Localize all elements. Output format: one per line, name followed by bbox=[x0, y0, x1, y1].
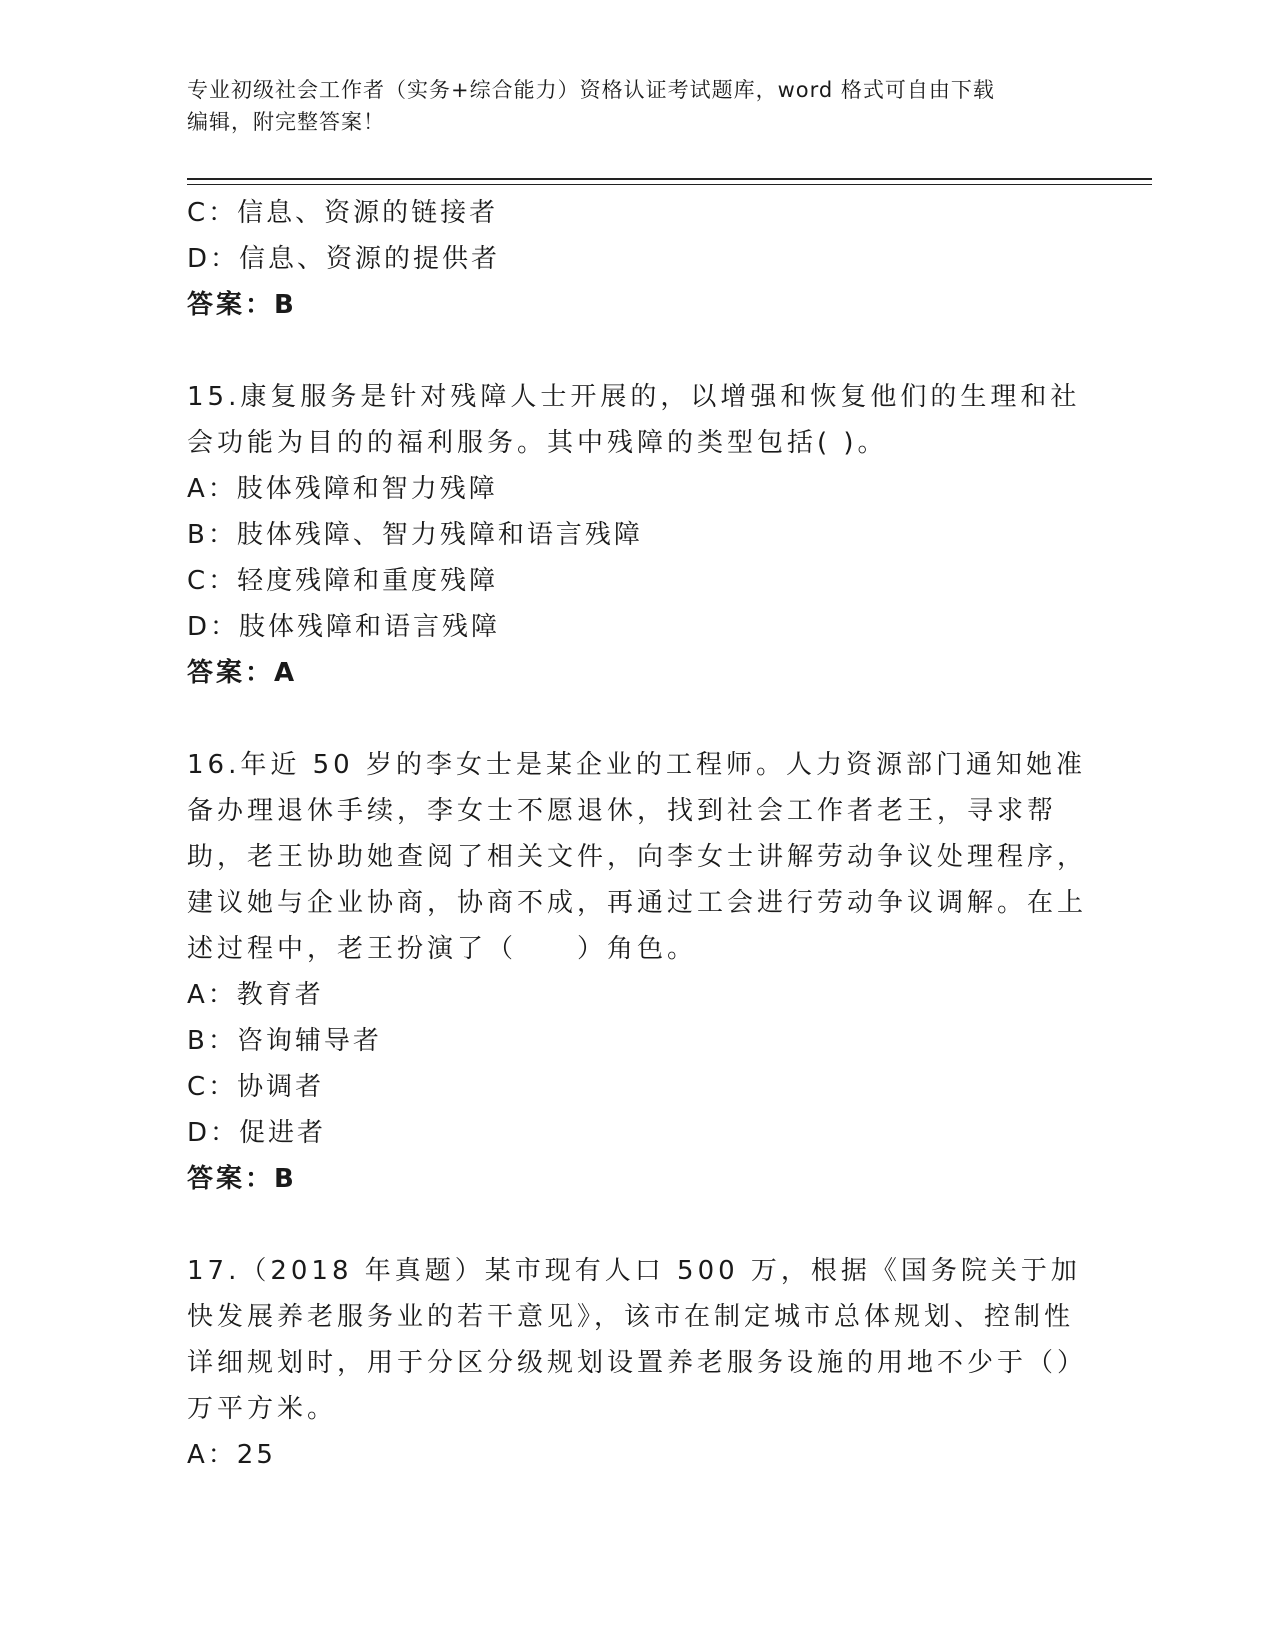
option-c: C：信息、资源的链接者 bbox=[187, 198, 499, 228]
question-stem: 15.康复服务是针对残障人士开展的，以增强和恢复他们的生理和社会功能为目的的福利服务。其中残障的类型包括( )。 bbox=[187, 382, 1081, 458]
option-b: B：肢体残障、智力残障和语言残障 bbox=[187, 520, 643, 550]
header-divider-thin bbox=[187, 184, 1152, 185]
header-line-2: 编辑，附完整答案！ bbox=[187, 110, 385, 134]
answer: 答案：B bbox=[187, 1164, 297, 1194]
header-divider bbox=[187, 178, 1152, 180]
option-c: C：轻度残障和重度残障 bbox=[187, 566, 499, 596]
option-a: A：肢体残障和智力残障 bbox=[187, 474, 498, 504]
question-16 bbox=[187, 742, 1087, 1202]
answer: 答案：A bbox=[187, 658, 298, 688]
question-stem: 16.年近 50 岁的李女士是某企业的工程师。人力资源部门通知她准备办理退休手续，李女士不愿退休，找到社会工作者老王，寻求帮助，老王协助她查阅了相关文件，向李女士讲解劳动争议处理程序，建议她与企业协商，协商不成，再通过工会进行劳动争议调解。在上述过程中，老王扮演了（ ）角色。 bbox=[187, 750, 1088, 964]
question-17 bbox=[187, 1248, 1087, 1478]
option-a: A：25 bbox=[187, 1440, 276, 1470]
option-b: B：咨询辅导者 bbox=[187, 1026, 382, 1056]
question-14-tail bbox=[187, 190, 1087, 328]
option-d: D：信息、资源的提供者 bbox=[187, 244, 501, 274]
document-body bbox=[187, 190, 1087, 1478]
question-15 bbox=[187, 374, 1087, 696]
question-stem: 17.（2018 年真题）某市现有人口 500 万，根据《国务院关于加快发展养老服务业的若干意见》，该市在制定城市总体规划、控制性详细规划时，用于分区分级规划设置养老服务设施的用地不少于（）万平方米。 bbox=[187, 1256, 1088, 1424]
option-a: A：教育者 bbox=[187, 980, 324, 1010]
option-d: D：促进者 bbox=[187, 1118, 327, 1148]
header-line-1: 专业初级社会工作者（实务+综合能力）资格认证考试题库，word 格式可自由下载 bbox=[187, 78, 995, 102]
option-d: D：肢体残障和语言残障 bbox=[187, 612, 501, 642]
answer: 答案：B bbox=[187, 290, 297, 320]
option-c: C：协调者 bbox=[187, 1072, 325, 1102]
document-header bbox=[187, 74, 1087, 138]
